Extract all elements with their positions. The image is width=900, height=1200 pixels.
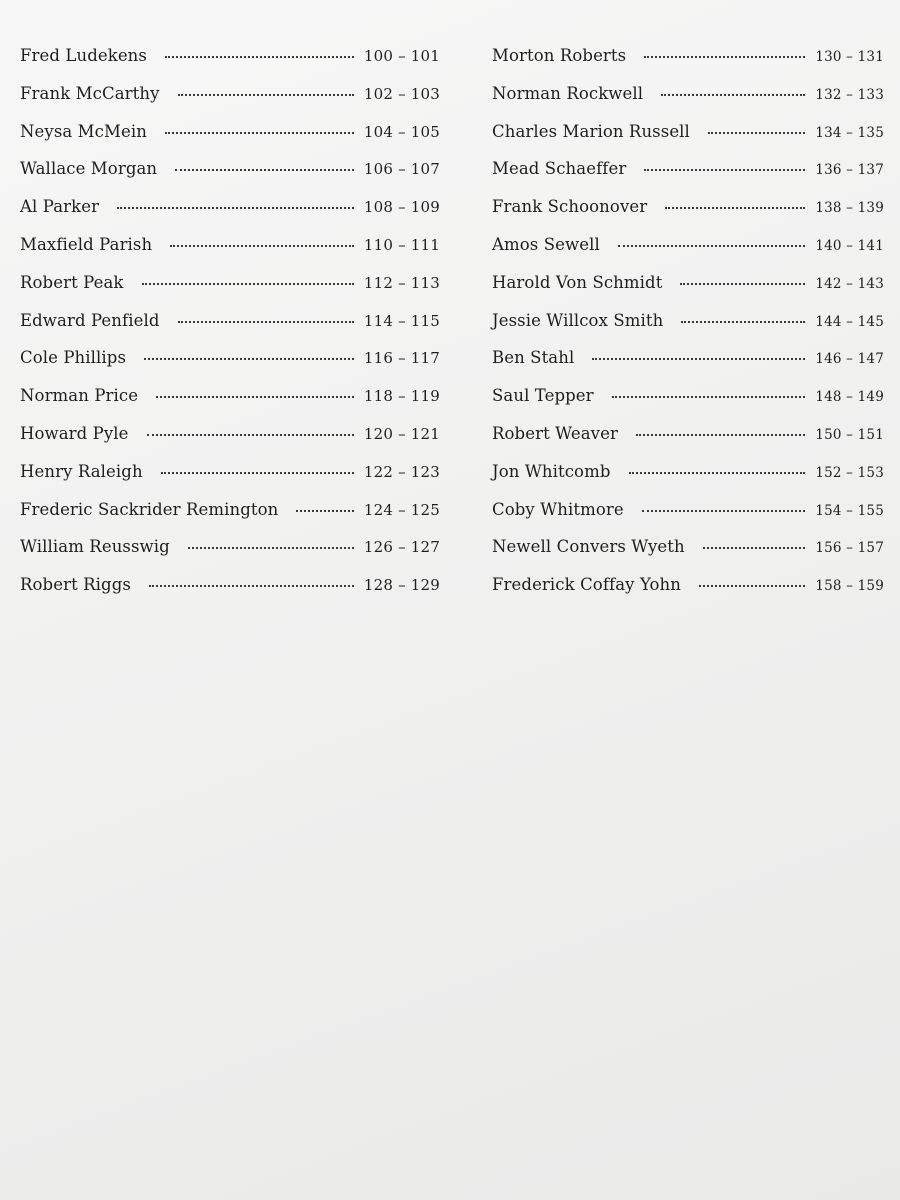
- index-right-column: [492, 46, 884, 613]
- index-entry: [492, 311, 884, 349]
- artist-name: Jon Whitcomb: [492, 461, 611, 481]
- dot-leader: [165, 56, 354, 58]
- index-entry: [492, 84, 884, 122]
- page-range: 122 – 123: [363, 462, 440, 481]
- page-range: 134 – 135: [815, 124, 884, 141]
- index-left-column: [20, 46, 440, 613]
- index-entry: [20, 159, 440, 197]
- artist-name: Wallace Morgan: [20, 159, 158, 179]
- index-entry: [20, 273, 440, 311]
- dot-leader: [642, 510, 806, 512]
- artist-name: Amos Sewell: [492, 234, 600, 254]
- dot-leader: [144, 358, 354, 360]
- index-entry: [492, 575, 884, 613]
- page-range: 130 – 131: [815, 49, 884, 65]
- artist-name: Howard Pyle: [20, 423, 129, 443]
- page-range: 110 – 111: [363, 235, 440, 254]
- page-range: 140 – 141: [815, 237, 884, 254]
- artist-name: Cole Phillips: [20, 348, 127, 368]
- index-entry: [492, 159, 884, 197]
- dot-leader: [142, 283, 354, 285]
- index-entry: [20, 424, 440, 462]
- dot-leader: [703, 547, 806, 549]
- dot-leader: [296, 510, 354, 512]
- index-entry: [20, 122, 440, 160]
- index-entry: [492, 273, 884, 311]
- dot-leader: [178, 94, 354, 96]
- dot-leader: [170, 245, 354, 247]
- artist-name: Al Parker: [20, 197, 100, 217]
- page-range: 156 – 157: [815, 540, 884, 557]
- artist-name: Norman Rockwell: [492, 83, 644, 103]
- page-range: 118 – 119: [363, 387, 440, 406]
- index-entry: [492, 235, 884, 273]
- index-entry: [20, 235, 440, 273]
- index-entry: [20, 84, 440, 122]
- index-entry: [20, 348, 440, 386]
- page-range: 150 – 151: [815, 426, 884, 443]
- dot-leader: [699, 585, 805, 587]
- artist-name: Ben Stahl: [492, 348, 575, 368]
- dot-leader: [188, 547, 354, 549]
- page-range: 144 – 145: [815, 313, 884, 330]
- artist-name: Frank McCarthy: [20, 83, 160, 103]
- page-range: 142 – 143: [815, 275, 884, 292]
- index-entry: [492, 46, 884, 84]
- index-entry: [20, 197, 440, 235]
- dot-leader: [612, 396, 806, 398]
- dot-leader: [178, 321, 354, 323]
- page-range: 128 – 129: [363, 576, 440, 595]
- page-range: 132 – 133: [815, 86, 884, 103]
- index-entry: [20, 311, 440, 349]
- artist-name: Norman Price: [20, 386, 139, 406]
- page-range: 114 – 115: [363, 311, 440, 330]
- page-range: 136 – 137: [815, 162, 884, 179]
- dot-leader: [708, 132, 805, 134]
- artist-name: Fred Ludekens: [20, 46, 147, 65]
- artist-name: Frederic Sackrider Remington: [20, 499, 279, 519]
- index-entry: [20, 462, 440, 500]
- index-entry: [20, 46, 440, 84]
- dot-leader: [644, 169, 805, 171]
- index-entry: [492, 462, 884, 500]
- index-entry: [492, 197, 884, 235]
- index-entry: [20, 575, 440, 613]
- artist-name: Robert Peak: [20, 272, 124, 292]
- page-range: 158 – 159: [815, 578, 884, 595]
- artist-name: Neysa McMein: [20, 121, 147, 141]
- artist-name: Newell Convers Wyeth: [492, 537, 685, 557]
- index-entry: [492, 424, 884, 462]
- page-range: 138 – 139: [815, 200, 884, 217]
- index-entry: [492, 500, 884, 538]
- artist-name: Frederick Coffay Yohn: [492, 575, 681, 595]
- page-range: 102 – 103: [363, 84, 440, 103]
- page-range: 112 – 113: [363, 273, 440, 292]
- artist-name: Charles Marion Russell: [492, 121, 690, 141]
- dot-leader: [636, 434, 805, 436]
- dot-leader: [681, 321, 805, 323]
- artist-name: Saul Tepper: [492, 386, 594, 406]
- index-entry: [492, 386, 884, 424]
- index-entry: [492, 348, 884, 386]
- artist-name: Robert Riggs: [20, 575, 131, 595]
- artist-name: Maxfield Parish: [20, 234, 153, 254]
- dot-leader: [644, 56, 805, 58]
- artist-name: Mead Schaeffer: [492, 159, 627, 179]
- dot-leader: [147, 434, 354, 436]
- page-range: 104 – 105: [363, 122, 440, 141]
- page-range: 100 – 101: [363, 47, 440, 65]
- index-entry: [20, 537, 440, 575]
- dot-leader: [165, 132, 354, 134]
- index-entry: [20, 500, 440, 538]
- dot-leader: [629, 472, 806, 474]
- page-range: 106 – 107: [363, 160, 440, 179]
- page-range: 126 – 127: [363, 538, 440, 557]
- artist-name: William Reusswig: [20, 537, 170, 557]
- page-range: 152 – 153: [815, 464, 884, 481]
- dot-leader: [665, 207, 805, 209]
- page-range: 146 – 147: [815, 351, 884, 368]
- artist-name: Morton Roberts: [492, 46, 627, 65]
- dot-leader: [161, 472, 354, 474]
- dot-leader: [175, 169, 354, 171]
- artist-name: Edward Penfield: [20, 310, 160, 330]
- dot-leader: [149, 585, 354, 587]
- dot-leader: [156, 396, 354, 398]
- page-range: 124 – 125: [363, 500, 440, 519]
- artist-name: Frank Schoonover: [492, 197, 648, 217]
- artist-name: Jessie Willcox Smith: [492, 310, 664, 330]
- index-entry: [20, 386, 440, 424]
- artist-name: Harold Von Schmidt: [492, 272, 663, 292]
- index-entry: [492, 122, 884, 160]
- artist-name: Robert Weaver: [492, 423, 618, 443]
- dot-leader: [680, 283, 805, 285]
- dot-leader: [618, 245, 806, 247]
- page-range: 154 – 155: [815, 502, 884, 519]
- artist-name: Coby Whitmore: [492, 499, 624, 519]
- page-range: 148 – 149: [815, 389, 884, 406]
- dot-leader: [592, 358, 805, 360]
- dot-leader: [661, 94, 805, 96]
- artist-name: Henry Raleigh: [20, 461, 143, 481]
- page-range: 116 – 117: [363, 349, 440, 368]
- index-entry: [492, 537, 884, 575]
- page-range: 108 – 109: [363, 198, 440, 217]
- dot-leader: [117, 207, 354, 209]
- page-range: 120 – 121: [363, 424, 440, 443]
